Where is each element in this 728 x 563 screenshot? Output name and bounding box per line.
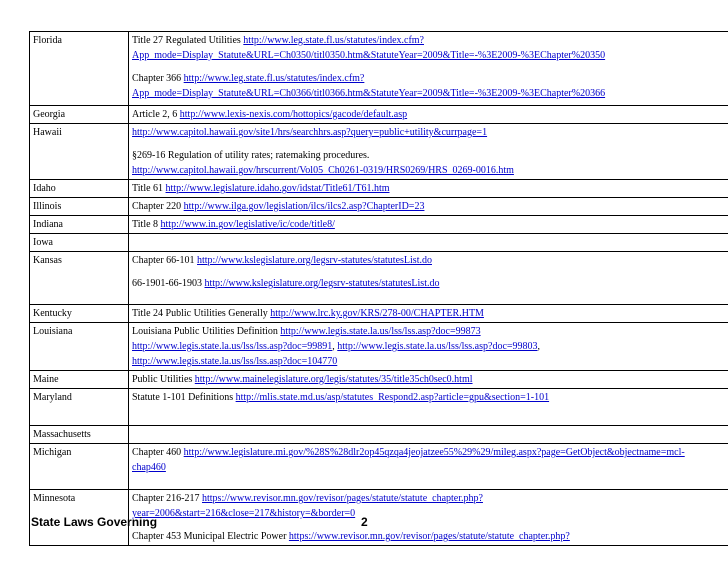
- reference-line: [132, 339, 728, 354]
- statute-link[interactable]: http://www.lexis-nexis.com/hottopics/gacode/default.asp: [179, 109, 408, 120]
- statute-label: Article 2, 6: [132, 109, 180, 120]
- statute-label: Title 8: [132, 219, 161, 230]
- reference-line: [132, 460, 728, 475]
- statute-link[interactable]: http://www.capitol.hawaii.gov/site1/hrs/searchhrs.asp?query=public+utility&currpage=1: [132, 127, 488, 138]
- reference-line: [132, 372, 728, 387]
- reference-line: [132, 125, 728, 140]
- table-row: [30, 124, 728, 180]
- statute-reference-cell: [129, 198, 728, 216]
- reference-line: [132, 163, 728, 178]
- statute-label: §269-16 Regulation of utility rates; ratemaking procedures.: [132, 150, 370, 161]
- paragraph-gap: [132, 521, 728, 529]
- statute-label: 66-1901-66-1903: [132, 278, 205, 289]
- state-name-cell: Louisiana: [30, 323, 129, 371]
- statute-label: Chapter 216-217: [132, 493, 202, 504]
- state-name-cell: Michigan: [30, 444, 129, 490]
- paragraph-gap: [132, 140, 728, 148]
- statute-reference-cell: [129, 371, 728, 389]
- statute-reference-cell: [129, 252, 728, 305]
- state-name-cell: Hawaii: [30, 124, 129, 180]
- state-name-cell: Massachusetts: [30, 426, 129, 444]
- statute-link[interactable]: App_mode=Display_Statute&URL=Ch0350/titl0350.htm&StatuteYear=2009&Title=-%3E2009-%3EChapter%20350: [132, 50, 606, 61]
- table-row: [30, 180, 728, 198]
- statute-reference-cell: [129, 426, 728, 444]
- statute-link[interactable]: http://www.legislature.mi.gov/%28S%28dlr2op45qzqa4jeojatzee55%29%29/mileg.aspx?page=GetObject&objectname=mcl-: [183, 447, 685, 458]
- reference-line: [132, 48, 728, 63]
- reference-line: [132, 354, 728, 369]
- statute-label: Public Utilities: [132, 374, 195, 385]
- reference-line: [132, 306, 728, 321]
- statute-label: Title 27 Regulated Utilities: [132, 35, 244, 46]
- table-row: [30, 371, 728, 389]
- table-row: [30, 216, 728, 234]
- statute-reference-cell: [129, 32, 728, 106]
- state-name-cell: Maryland: [30, 389, 129, 426]
- reference-line: [132, 86, 728, 101]
- statute-reference-cell: [129, 234, 728, 252]
- reference-line: [132, 181, 728, 196]
- statute-reference-cell: [129, 490, 728, 546]
- table-row: [30, 305, 728, 323]
- reference-line: [132, 217, 728, 232]
- reference-line: [132, 107, 728, 122]
- statute-link[interactable]: http://www.legis.state.la.us/lss/lss.asp?doc=99803: [337, 341, 538, 352]
- statute-link[interactable]: http://mlis.state.md.us/asp/statutes_Respond2.asp?article=gpu&section=1-101: [235, 392, 550, 403]
- table-row: [30, 32, 728, 106]
- statute-label: Chapter 366: [132, 73, 184, 84]
- table-row: [30, 444, 728, 490]
- statute-link[interactable]: http://www.legislature.idaho.gov/idstat/Title61/T61.htm: [165, 183, 390, 194]
- statute-link[interactable]: chap460: [132, 462, 166, 473]
- reference-line: [132, 235, 728, 250]
- statute-label: Chapter 453 Municipal Electric Power: [132, 531, 289, 542]
- table-row: [30, 426, 728, 444]
- table-row: [30, 198, 728, 216]
- footer-title: State Laws Governing: [31, 515, 158, 529]
- state-name-cell: Iowa: [30, 234, 129, 252]
- state-name-cell: Maine: [30, 371, 129, 389]
- reference-line: [132, 390, 728, 405]
- statute-link[interactable]: http://www.ilga.gov/legislation/ilcs/ilcs2.asp?ChapterID=23: [183, 201, 425, 212]
- reference-line: [132, 33, 728, 48]
- statute-label: Chapter 66-101: [132, 255, 197, 266]
- reference-line: [132, 491, 728, 506]
- statute-link[interactable]: App_mode=Display_Statute&URL=Ch0366/titl0366.htm&StatuteYear=2009&Title=-%3E2009-%3EChapter%20366: [132, 88, 606, 99]
- statute-label: Louisiana Public Utilities Definition: [132, 326, 281, 337]
- table-row: [30, 389, 728, 426]
- reference-line: [132, 427, 728, 442]
- statute-link[interactable]: http://www.kslegislature.org/legsrv-statutes/statutesList.do: [197, 255, 432, 266]
- statute-label: Title 24 Public Utilities Generally: [132, 308, 271, 319]
- state-name-cell: Florida: [30, 32, 129, 106]
- table-row: [30, 234, 728, 252]
- reference-line: [132, 445, 728, 460]
- reference-line: [132, 324, 728, 339]
- state-name-cell: Idaho: [30, 180, 129, 198]
- reference-line: [132, 71, 728, 86]
- reference-line: [132, 529, 728, 544]
- statute-link[interactable]: http://www.capitol.hawaii.gov/hrscurrent/Vol05_Ch0261-0319/HRS0269/HRS_0269-0016.htm: [132, 165, 514, 176]
- link-separator: ,: [332, 341, 338, 352]
- state-name-cell: Georgia: [30, 106, 129, 124]
- reference-line: [132, 148, 728, 163]
- reference-line: [132, 199, 728, 214]
- state-name-cell: Kentucky: [30, 305, 129, 323]
- statute-link[interactable]: http://www.legis.state.la.us/lss/lss.asp?doc=99891: [132, 341, 333, 352]
- statute-link[interactable]: year=2006&start=216&close=217&history=&border=0: [132, 508, 356, 519]
- statute-link[interactable]: https://www.revisor.mn.gov/revisor/pages/statute/statute_chapter.php?: [202, 493, 483, 504]
- table-row: [30, 252, 728, 305]
- statute-reference-cell: [129, 305, 728, 323]
- statute-reference-cell: [129, 323, 728, 371]
- statute-reference-cell: [129, 106, 728, 124]
- reference-line: [132, 253, 728, 268]
- state-name-cell: Kansas: [30, 252, 129, 305]
- statute-link[interactable]: http://www.leg.state.fl.us/statutes/index.cfm?: [243, 35, 424, 46]
- state-laws-table: [29, 31, 728, 546]
- statute-link[interactable]: http://www.legis.state.la.us/lss/lss.asp?doc=99873: [280, 326, 481, 337]
- page-number: 2: [361, 515, 368, 529]
- statute-link[interactable]: http://www.kslegislature.org/legsrv-statutes/statutesList.do: [204, 278, 440, 289]
- statute-reference-cell: [129, 216, 728, 234]
- paragraph-gap: [132, 268, 728, 276]
- reference-line: [132, 276, 728, 291]
- statute-link[interactable]: http://www.legis.state.la.us/lss/lss.asp?doc=104770: [132, 356, 338, 367]
- paragraph-gap: [132, 63, 728, 71]
- statute-link[interactable]: http://www.leg.state.fl.us/statutes/index.cfm?: [183, 73, 365, 84]
- statute-label: Title 61: [132, 183, 166, 194]
- statute-link[interactable]: https://www.revisor.mn.gov/revisor/pages/statute/statute_chapter.php?: [288, 531, 570, 542]
- state-name-cell: Indiana: [30, 216, 129, 234]
- statute-reference-cell: [129, 180, 728, 198]
- statute-reference-cell: [129, 444, 728, 490]
- statute-reference-cell: [129, 124, 728, 180]
- table-row: [30, 323, 728, 371]
- state-name-cell: Illinois: [30, 198, 129, 216]
- statute-reference-cell: [129, 389, 728, 426]
- statute-label: Chapter 220: [132, 201, 184, 212]
- statute-label: Chapter 460: [132, 447, 184, 458]
- link-separator: ,: [537, 341, 541, 352]
- statute-label: Statute 1-101 Definitions: [132, 392, 236, 403]
- table-row: [30, 106, 728, 124]
- reference-line: [132, 506, 728, 521]
- state-name-cell: Minnesota: [30, 490, 129, 546]
- statute-link[interactable]: http://www.mainelegislature.org/legis/statutes/35/title35ch0sec0.html: [194, 374, 473, 385]
- statute-link[interactable]: http://www.in.gov/legislative/ic/code/title8/: [160, 219, 335, 230]
- statute-link[interactable]: http://www.lrc.ky.gov/KRS/278-00/CHAPTER.HTM: [270, 308, 484, 319]
